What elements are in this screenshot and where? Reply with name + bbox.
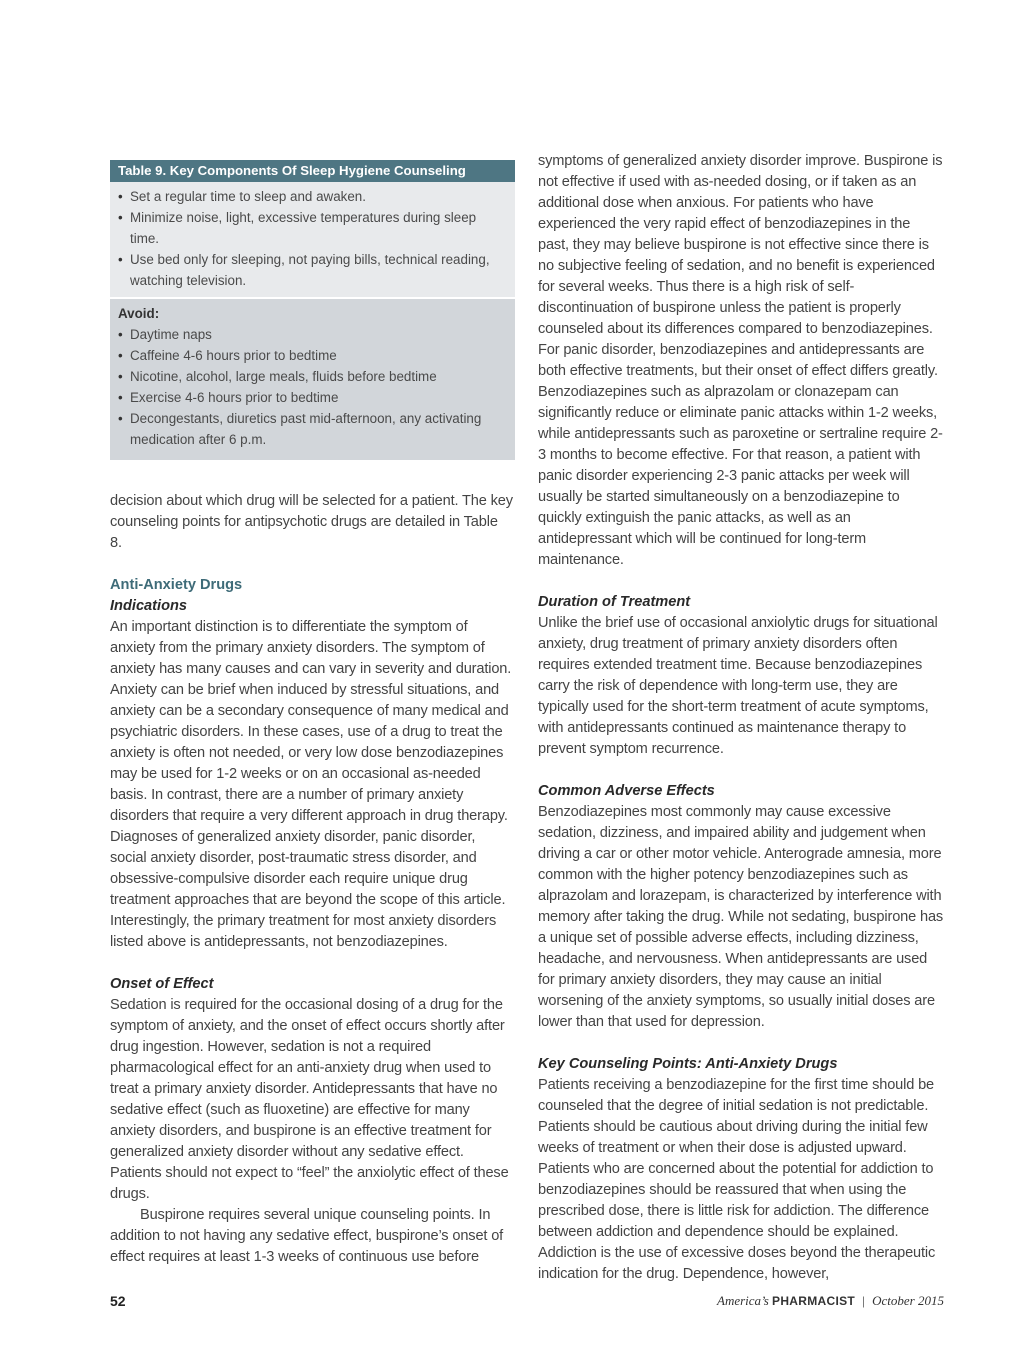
issue-date: October 2015 — [872, 1293, 944, 1308]
avoid-label: Avoid: — [118, 306, 160, 321]
sleep-hygiene-table — [110, 160, 515, 460]
page-number: 52 — [110, 1293, 126, 1309]
continuation-paragraph: symptoms of generalized anxiety disorder improve. Buspirone is not effective if used with as-needed dosing, or if taken as an additional dose when anxious. For patients who have experienced the very rapid effect of benzodiazepines in the past, they may believe buspirone is not effective since there is no subjective feeling of sedation, and no benefit is experienced for several weeks. Thus there is a high risk of self-discontinuation of buspirone unless the patient is properly counseled about its differences compared to benzodiazepines. For panic disorder, benzodiazepines and antidepressants are both effective treatments, but their onset of effect differs greatly. Benzodiazepines such as alprazolam or clonazepam can significantly reduce or eliminate panic attacks within 1-2 weeks, while antidepressants such as paroxetine or sertraline require 2-3 months to become effective. For that reason, a patient with panic disorder experiencing 2-3 panic attacks per week will usually be started simultaneously on a benzodiazepine to quickly extinguish the panic attacks, as well as an antidepressant which will be continued for long-term maintenance. — [538, 153, 943, 568]
counseling-paragraph: Patients receiving a benzodiazepine for the first time should be counseled that the degree of initial sedation is not predictable. Patients should be cautious about driving during the initial few weeks of treatment or when their dose is adjusted upward. Patients who are concerned about the potential for addiction to benzodiazepines should be reassured that when using the prescribed dose, there is little risk for addiction. The difference between addiction and dependence should be explained. Addiction is the use of excessive doses beyond the therapeutic indication for the drug. Dependence, however, — [538, 1077, 936, 1282]
list-item: • Exercise 4-6 hours prior to bedtime — [118, 387, 507, 408]
list-item: • Minimize noise, light, excessive temperatures during sleep time. — [118, 207, 507, 249]
magazine-brand: PHARMACIST — [772, 1294, 856, 1308]
section-title: Anti-Anxiety Drugs — [110, 577, 243, 593]
list-item: • Nicotine, alcohol, large meals, fluids before bedtime — [118, 366, 507, 387]
list-item: • Set a regular time to sleep and awaken. — [118, 186, 507, 207]
masthead — [717, 1293, 944, 1309]
duration-paragraph: Unlike the brief use of occasional anxiolytic drugs for situational anxiety, drug treatment of primary anxiety disorders often requires extended treatment time. Because benzodiazepines carry the risk of dependence with long-term use, they are typically used for the short-term treatment of acute symptoms, with antidepressants continued as maintenance therapy to prevent symptom recurrence. — [538, 615, 938, 757]
left-column — [110, 151, 513, 1268]
right-column — [538, 151, 944, 1285]
magazine-prefix: America’s — [717, 1293, 769, 1308]
recommendation-list — [118, 186, 507, 291]
buspirone-paragraph: Buspirone requires several unique counseling points. In addition to not having any sedative effect, buspirone’s onset of effect requires at least 1-3 weeks of continuous use before — [110, 1207, 504, 1265]
list-item: • Daytime naps — [118, 324, 507, 345]
avoid-list — [118, 324, 507, 450]
table-recommendations — [110, 182, 515, 299]
counseling-heading: Key Counseling Points: Anti-Anxiety Drugs — [538, 1056, 838, 1072]
table-avoid-section — [110, 299, 515, 460]
adverse-effects-paragraph: Benzodiazepines most commonly may cause excessive sedation, dizziness, and impaired ability and judgement when driving a car or other motor vehicle. Anterograde amnesia, more common with the higher potency benzodiazepines such as alprazolam and lorazepam, is characterized by interference with memory after taking the drug. While not sedating, buspirone has a unique set of possible adverse effects, including dizziness, headache, and nervousness. When antidepressants are used for primary anxiety disorders, they may cause an initial worsening of the anxiety symptoms, so usually initial doses are lower than that used for depression. — [538, 804, 944, 1030]
list-item: • Caffeine 4-6 hours prior to bedtime — [118, 345, 507, 366]
indications-heading: Indications — [110, 598, 188, 614]
list-item: • Use bed only for sleeping, not paying bills, technical reading, watching television. — [118, 249, 507, 291]
table-title: Table 9. Key Components Of Sleep Hygiene Counseling — [110, 160, 515, 182]
list-item: • Decongestants, diuretics past mid-afternoon, any activating medication after 6 p.m. — [118, 408, 507, 450]
footer-separator: | — [862, 1293, 865, 1308]
onset-heading: Onset of Effect — [110, 976, 214, 992]
duration-heading: Duration of Treatment — [538, 594, 691, 610]
adverse-effects-heading: Common Adverse Effects — [538, 783, 715, 799]
onset-paragraph: Sedation is required for the occasional dosing of a drug for the symptom of anxiety, and the onset of effect occurs shortly after drug ingestion. However, sedation is not a required pharmacological effect for an anti-anxiety drug when used to treat a primary anxiety disorder. Antidepressants that have no sedative effect (such as fluoxetine) are effective for many anxiety disorders, and buspirone is an effective treatment for generalized anxiety disorder without any sedative effect. Patients should not expect to “feel” the anxiolytic effect of these drugs. — [110, 997, 509, 1202]
indications-paragraph: An important distinction is to differentiate the symptom of anxiety from the primary anxiety disorders. The symptom of anxiety has many causes and can vary in severity and duration. Anxiety can be brief when induced by stressful situations, and anxiety can be a secondary consequence of many medical and psychiatric disorders. In these cases, use of a drug to treat the anxiety is often not needed, or very low dose benzodiazepines may be used for 1-2 weeks or on an occasional as-needed basis. In contrast, there are a number of primary anxiety disorders that require a very different approach in drug therapy. Diagnoses of generalized anxiety disorder, panic disorder, social anxiety disorder, post-traumatic stress disorder, and obsessive-compulsive disorder each require unique drug treatment approaches that are beyond the scope of this article. Interestingly, the primary treatment for most anxiety disorders listed above is antidepressants, not benzodiazepines. — [110, 619, 512, 950]
intro-paragraph: decision about which drug will be selected for a patient. The key counseling points for antipsychotic drugs are detailed in Table 8. — [110, 493, 513, 551]
